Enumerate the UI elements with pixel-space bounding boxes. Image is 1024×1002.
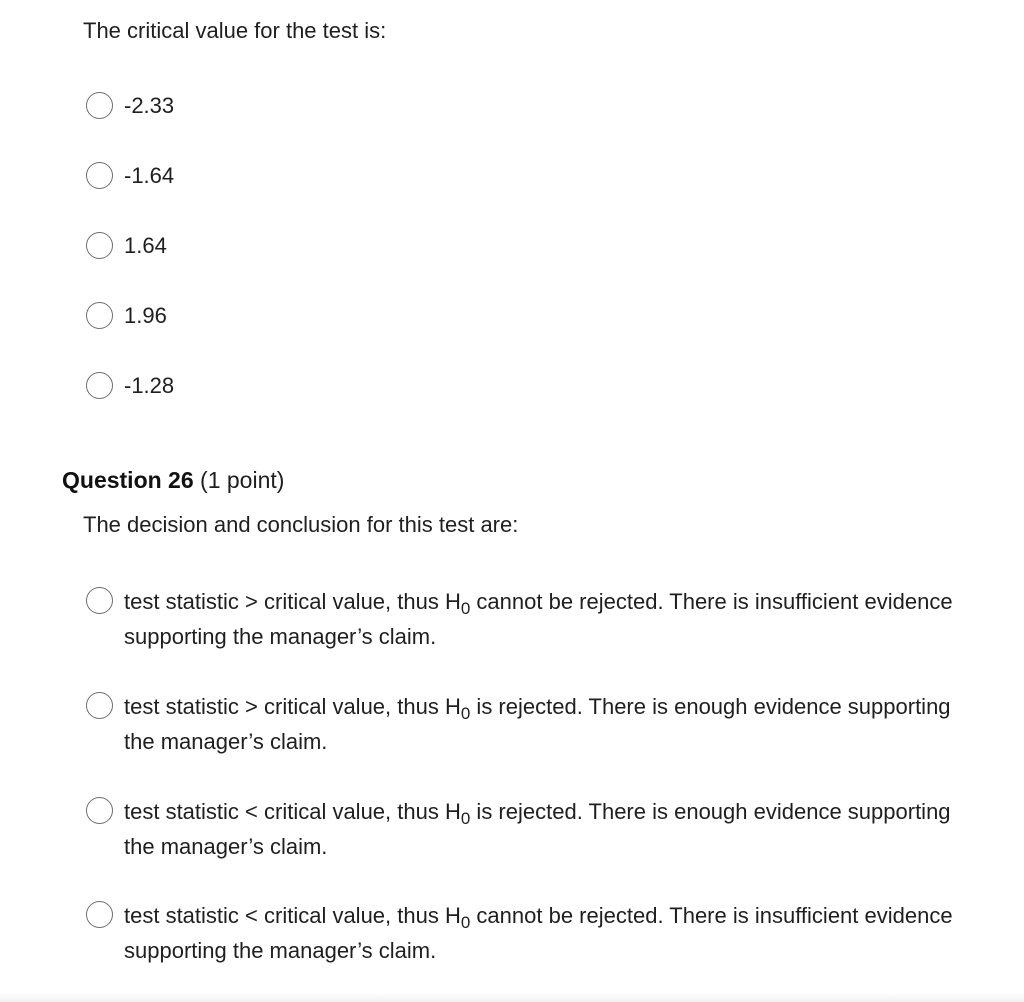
- q25-option-2[interactable]: [86, 160, 174, 192]
- radio-button[interactable]: [86, 692, 113, 719]
- option-label: -1.28: [124, 373, 175, 398]
- q26-option-4[interactable]: [86, 899, 974, 967]
- question-points: (1 point): [200, 467, 285, 493]
- radio-button[interactable]: [86, 92, 113, 119]
- question-number: Question 26: [62, 467, 194, 493]
- q25-option-1[interactable]: [86, 90, 174, 122]
- radio-button[interactable]: [86, 232, 113, 259]
- option-label: test statistic > critical value, thus $H_0$ cannot be rejected. There is insufficient evidence supporting the manager’s claim.: [124, 589, 953, 649]
- option-label: -1.64: [124, 163, 175, 188]
- option-label: -2.33: [124, 93, 175, 118]
- radio-button[interactable]: [86, 587, 113, 614]
- radio-button[interactable]: [86, 162, 113, 189]
- q26-option-1[interactable]: [86, 585, 974, 653]
- option-label: 1.64: [124, 233, 167, 258]
- q25-option-5[interactable]: [86, 370, 174, 402]
- question-25-prompt: The critical value for the test is:: [83, 18, 387, 43]
- option-label: 1.96: [124, 303, 167, 328]
- q26-option-3[interactable]: [86, 795, 974, 863]
- option-label: test statistic < critical value, thus $H_0$ cannot be rejected. There is insufficient evidence supporting the manager’s claim.: [124, 903, 953, 963]
- question-26-heading: [62, 464, 284, 496]
- question-26-prompt: The decision and conclusion for this test are:: [83, 512, 519, 537]
- radio-button[interactable]: [86, 797, 113, 824]
- option-label: test statistic < critical value, thus $H_0$ is rejected. There is enough evidence supporting the manager’s claim.: [124, 799, 951, 859]
- bottom-edge-shadow: [0, 992, 1024, 1002]
- q25-option-3[interactable]: [86, 230, 167, 262]
- q26-option-2[interactable]: [86, 690, 974, 758]
- radio-button[interactable]: [86, 302, 113, 329]
- q25-option-4[interactable]: [86, 300, 167, 332]
- radio-button[interactable]: [86, 372, 113, 399]
- radio-button[interactable]: [86, 901, 113, 928]
- option-label: test statistic > critical value, thus $H_0$ is rejected. There is enough evidence supporting the manager’s claim.: [124, 694, 951, 754]
